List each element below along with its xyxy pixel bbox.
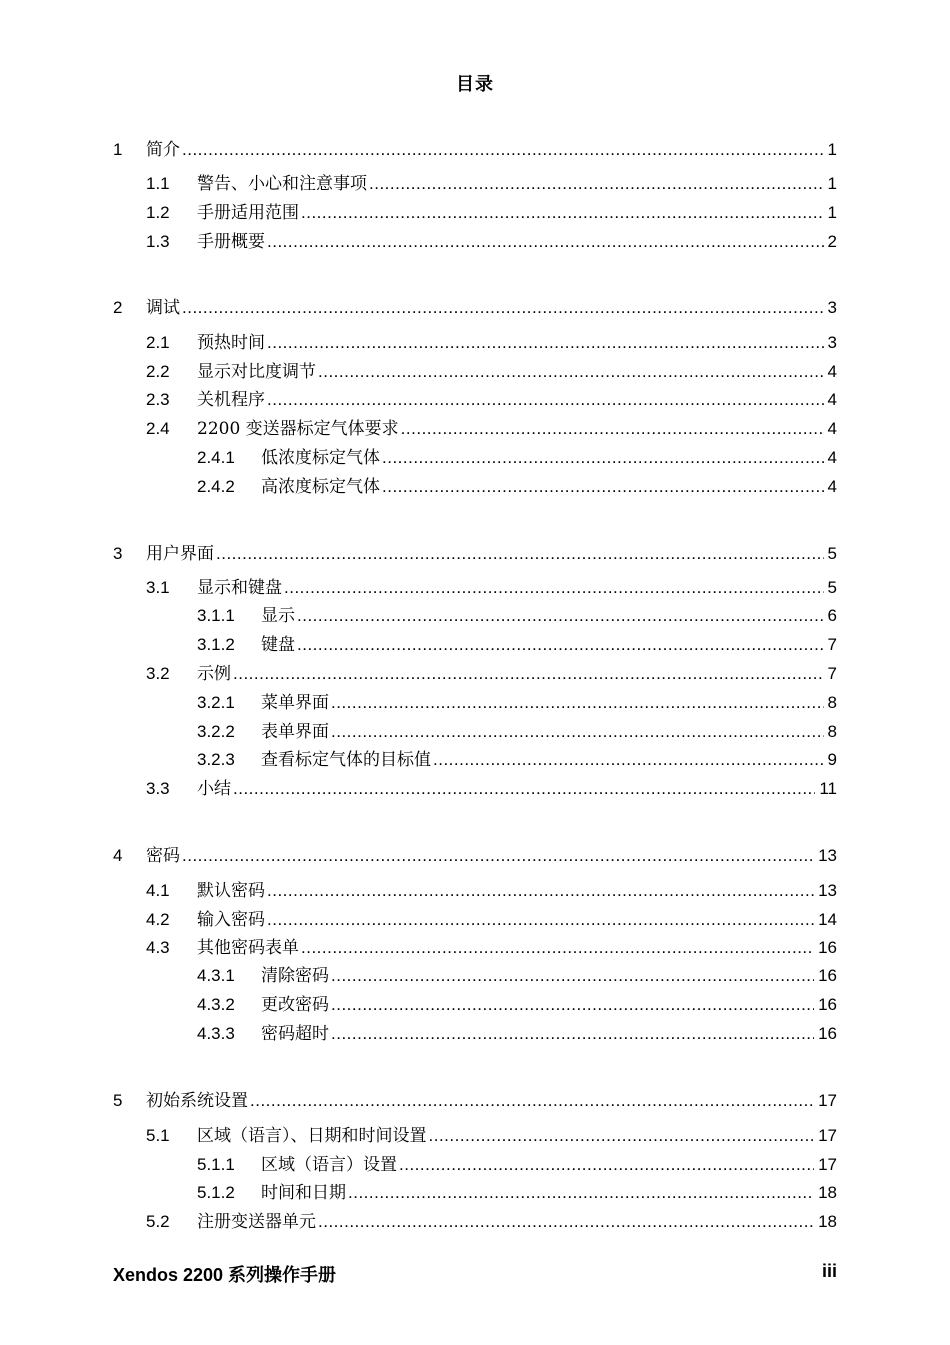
toc-entry-label: 小结 bbox=[197, 779, 231, 799]
toc-entry-number: 1.3 bbox=[146, 232, 170, 251]
toc-entry-page: 17 bbox=[818, 1126, 837, 1145]
toc-entry-1-1[interactable] bbox=[0, 172, 950, 196]
toc-entry-4-3-1[interactable] bbox=[0, 964, 950, 988]
toc-entry-page: 8 bbox=[827, 693, 837, 712]
toc-entry-label: 显示对比度调节 bbox=[197, 362, 316, 382]
toc-entry-2[interactable] bbox=[0, 296, 950, 320]
toc-entry-number: 1.2 bbox=[146, 203, 170, 222]
toc-entry-number: 3.2.3 bbox=[197, 750, 235, 769]
dot-leader bbox=[182, 138, 824, 162]
toc-entry-label: 用户界面 bbox=[146, 544, 214, 564]
dot-leader bbox=[401, 417, 824, 441]
toc-entry-page: 4 bbox=[827, 419, 837, 438]
toc-entry-label: 清除密码 bbox=[261, 966, 329, 986]
toc-entry-label: 预热时间 bbox=[197, 333, 265, 353]
toc-entry-page: 16 bbox=[818, 1024, 837, 1043]
dot-leader bbox=[267, 230, 824, 254]
toc-entry-page: 18 bbox=[818, 1183, 837, 1202]
toc-entry-label: 菜单界面 bbox=[261, 693, 329, 713]
dot-leader bbox=[301, 936, 814, 960]
toc-entry-number: 3.3 bbox=[146, 779, 170, 798]
toc-entry-number: 3 bbox=[113, 544, 123, 563]
toc-entry-1-2[interactable] bbox=[0, 201, 950, 225]
toc-entry-label: 2200 变送器标定气体要求 bbox=[197, 419, 399, 439]
toc-entry-3-1-1[interactable] bbox=[0, 604, 950, 628]
toc-entry-3[interactable] bbox=[0, 542, 950, 566]
toc-entry-page: 14 bbox=[818, 910, 837, 929]
toc-entry-number: 4.3.1 bbox=[197, 966, 235, 985]
dot-leader bbox=[433, 748, 824, 772]
toc-entry-1[interactable] bbox=[0, 138, 950, 162]
dot-leader bbox=[267, 331, 824, 355]
toc-entry-number: 4.3.2 bbox=[197, 995, 235, 1014]
page-title: 目录 bbox=[456, 74, 494, 94]
toc-entry-label: 示例 bbox=[197, 664, 231, 684]
dot-leader bbox=[331, 720, 824, 744]
dot-leader bbox=[399, 1153, 814, 1177]
toc-entry-label: 密码 bbox=[146, 846, 180, 866]
toc-entry-number: 3.2 bbox=[146, 664, 170, 683]
toc-entry-number: 3.2.2 bbox=[197, 722, 235, 741]
toc-entry-number: 2.2 bbox=[146, 362, 170, 381]
toc-entry-page: 7 bbox=[827, 635, 837, 654]
toc-entry-number: 2.4.2 bbox=[197, 477, 235, 496]
toc-entry-page: 17 bbox=[818, 1091, 837, 1110]
toc-entry-number: 2.4 bbox=[146, 419, 170, 438]
toc-entry-2-2[interactable] bbox=[0, 360, 950, 384]
dot-leader bbox=[301, 201, 824, 225]
toc-entry-number: 4.3.3 bbox=[197, 1024, 235, 1043]
toc-entry-2-1[interactable] bbox=[0, 331, 950, 355]
toc-entry-page: 9 bbox=[827, 750, 837, 769]
toc-entry-label: 简介 bbox=[146, 140, 180, 160]
toc-entry-4-2[interactable] bbox=[0, 908, 950, 932]
toc-entry-number: 1.1 bbox=[146, 174, 170, 193]
toc-entry-number: 2.4.1 bbox=[197, 448, 235, 467]
toc-entry-number: 2 bbox=[113, 298, 123, 317]
dot-leader bbox=[182, 296, 824, 320]
toc-entry-number: 5.1.1 bbox=[197, 1155, 235, 1174]
toc-entry-page: 1 bbox=[827, 140, 837, 159]
toc-entry-page: 17 bbox=[818, 1155, 837, 1174]
toc-entry-page: 3 bbox=[827, 333, 837, 352]
toc-entry-number: 4.3 bbox=[146, 938, 170, 957]
toc-entry-page: 6 bbox=[827, 606, 837, 625]
toc-entry-2-4-2[interactable] bbox=[0, 475, 950, 499]
dot-leader bbox=[348, 1181, 814, 1205]
toc-entry-4-1[interactable] bbox=[0, 879, 950, 903]
toc-entry-page: 4 bbox=[827, 390, 837, 409]
toc-entry-page: 4 bbox=[827, 362, 837, 381]
toc-entry-5-1[interactable] bbox=[0, 1124, 950, 1148]
toc-entry-label: 区域（语言）、日期和时间设置 bbox=[197, 1126, 427, 1146]
toc-entry-3-2-1[interactable] bbox=[0, 691, 950, 715]
toc-entry-label: 时间和日期 bbox=[261, 1183, 346, 1203]
dot-leader bbox=[182, 844, 814, 868]
dot-leader bbox=[331, 1022, 814, 1046]
toc-entry-4-3-3[interactable] bbox=[0, 1022, 950, 1046]
toc-entry-2-4[interactable] bbox=[0, 417, 950, 441]
toc-entry-5-1-1[interactable] bbox=[0, 1153, 950, 1177]
dot-leader bbox=[369, 172, 824, 196]
dot-leader bbox=[233, 662, 824, 686]
dot-leader bbox=[297, 633, 824, 657]
dot-leader bbox=[250, 1089, 814, 1113]
dot-leader bbox=[233, 777, 815, 801]
toc-entry-page: 16 bbox=[818, 966, 837, 985]
footer-page-number: iii bbox=[821, 1261, 837, 1281]
toc-entry-page: 13 bbox=[818, 881, 837, 900]
toc-entry-5[interactable] bbox=[0, 1089, 950, 1113]
toc-entry-page: 3 bbox=[827, 298, 837, 317]
toc-entry-3-1-2[interactable] bbox=[0, 633, 950, 657]
toc-entry-number: 5.2 bbox=[146, 1212, 170, 1231]
toc-entry-page: 5 bbox=[827, 544, 837, 563]
dot-leader bbox=[267, 879, 814, 903]
toc-entry-label: 低浓度标定气体 bbox=[261, 448, 380, 468]
toc-entry-number: 3.2.1 bbox=[197, 693, 235, 712]
toc-entry-label: 键盘 bbox=[261, 635, 295, 655]
toc-entry-number: 4.1 bbox=[146, 881, 170, 900]
toc-entry-3-1[interactable] bbox=[0, 576, 950, 600]
toc-entry-2-3[interactable] bbox=[0, 388, 950, 412]
toc-entry-label: 手册适用范围 bbox=[197, 203, 299, 223]
toc-entry-page: 13 bbox=[818, 846, 837, 865]
toc-entry-label: 表单界面 bbox=[261, 722, 329, 742]
toc-entry-label: 显示 bbox=[261, 606, 295, 626]
dot-leader bbox=[297, 604, 824, 628]
dot-leader bbox=[382, 446, 824, 470]
toc-entry-label: 输入密码 bbox=[197, 910, 265, 930]
toc-entry-1-3[interactable] bbox=[0, 230, 950, 254]
toc-entry-page: 4 bbox=[827, 477, 837, 496]
dot-leader bbox=[318, 1210, 814, 1234]
toc-entry-label: 注册变送器单元 bbox=[197, 1212, 316, 1232]
toc-entry-5-2[interactable] bbox=[0, 1210, 950, 1234]
toc-entry-page: 2 bbox=[827, 232, 837, 251]
dot-leader bbox=[331, 964, 814, 988]
toc-entry-label: 显示和键盘 bbox=[197, 578, 282, 598]
toc-entry-page: 4 bbox=[827, 448, 837, 467]
toc-entry-label: 手册概要 bbox=[197, 232, 265, 252]
toc-entry-label: 密码超时 bbox=[261, 1024, 329, 1044]
footer-manual-title: Xendos 2200 系列操作手册 bbox=[113, 1265, 337, 1285]
toc-entry-label: 调试 bbox=[146, 298, 180, 318]
toc-entry-4-3[interactable] bbox=[0, 936, 950, 960]
toc-entry-label: 关机程序 bbox=[197, 390, 265, 410]
toc-entry-page: 11 bbox=[819, 779, 837, 798]
toc-entry-number: 5.1.2 bbox=[197, 1183, 235, 1202]
toc-entry-label: 其他密码表单 bbox=[197, 938, 299, 958]
toc-entry-3-3[interactable] bbox=[0, 777, 950, 801]
toc-entry-number: 4 bbox=[113, 846, 123, 865]
toc-entry-number: 3.1.1 bbox=[197, 606, 235, 625]
toc-entry-3-2[interactable] bbox=[0, 662, 950, 686]
toc-entry-page: 18 bbox=[818, 1212, 837, 1231]
toc-entry-number: 2.1 bbox=[146, 333, 170, 352]
toc-entry-3-2-2[interactable] bbox=[0, 720, 950, 744]
dot-leader bbox=[267, 908, 814, 932]
toc-entry-number: 4.2 bbox=[146, 910, 170, 929]
toc-entry-page: 1 bbox=[827, 174, 837, 193]
dot-leader bbox=[429, 1124, 815, 1148]
dot-leader bbox=[382, 475, 824, 499]
toc-entry-label: 查看标定气体的目标值 bbox=[261, 750, 431, 770]
toc-entry-label: 初始系统设置 bbox=[146, 1091, 248, 1111]
toc-entry-number: 5.1 bbox=[146, 1126, 170, 1145]
toc-entry-number: 2.3 bbox=[146, 390, 170, 409]
toc-entry-2-4-1[interactable] bbox=[0, 446, 950, 470]
toc-entry-4[interactable] bbox=[0, 844, 950, 868]
dot-leader bbox=[318, 360, 824, 384]
toc-entry-page: 5 bbox=[827, 578, 837, 597]
toc-entry-page: 16 bbox=[818, 938, 837, 957]
toc-entry-5-1-2[interactable] bbox=[0, 1181, 950, 1205]
toc-entry-page: 16 bbox=[818, 995, 837, 1014]
toc-entry-label: 默认密码 bbox=[197, 881, 265, 901]
dot-leader bbox=[331, 993, 814, 1017]
dot-leader bbox=[284, 576, 824, 600]
toc-entry-page: 8 bbox=[827, 722, 837, 741]
toc-entry-page: 7 bbox=[827, 664, 837, 683]
toc-entry-label: 警告、小心和注意事项 bbox=[197, 174, 367, 194]
toc-entry-number: 3.1.2 bbox=[197, 635, 235, 654]
toc-entry-label: 更改密码 bbox=[261, 995, 329, 1015]
toc-entry-number: 3.1 bbox=[146, 578, 170, 597]
toc-entry-label: 区域（语言）设置 bbox=[261, 1155, 397, 1175]
dot-leader bbox=[331, 691, 824, 715]
toc-entry-label: 高浓度标定气体 bbox=[261, 477, 380, 497]
toc-entry-page: 1 bbox=[827, 203, 837, 222]
dot-leader bbox=[216, 542, 824, 566]
toc-entry-3-2-3[interactable] bbox=[0, 748, 950, 772]
dot-leader bbox=[267, 388, 824, 412]
toc-entry-number: 1 bbox=[113, 140, 123, 159]
toc-entry-4-3-2[interactable] bbox=[0, 993, 950, 1017]
toc-entry-number: 5 bbox=[113, 1091, 123, 1110]
